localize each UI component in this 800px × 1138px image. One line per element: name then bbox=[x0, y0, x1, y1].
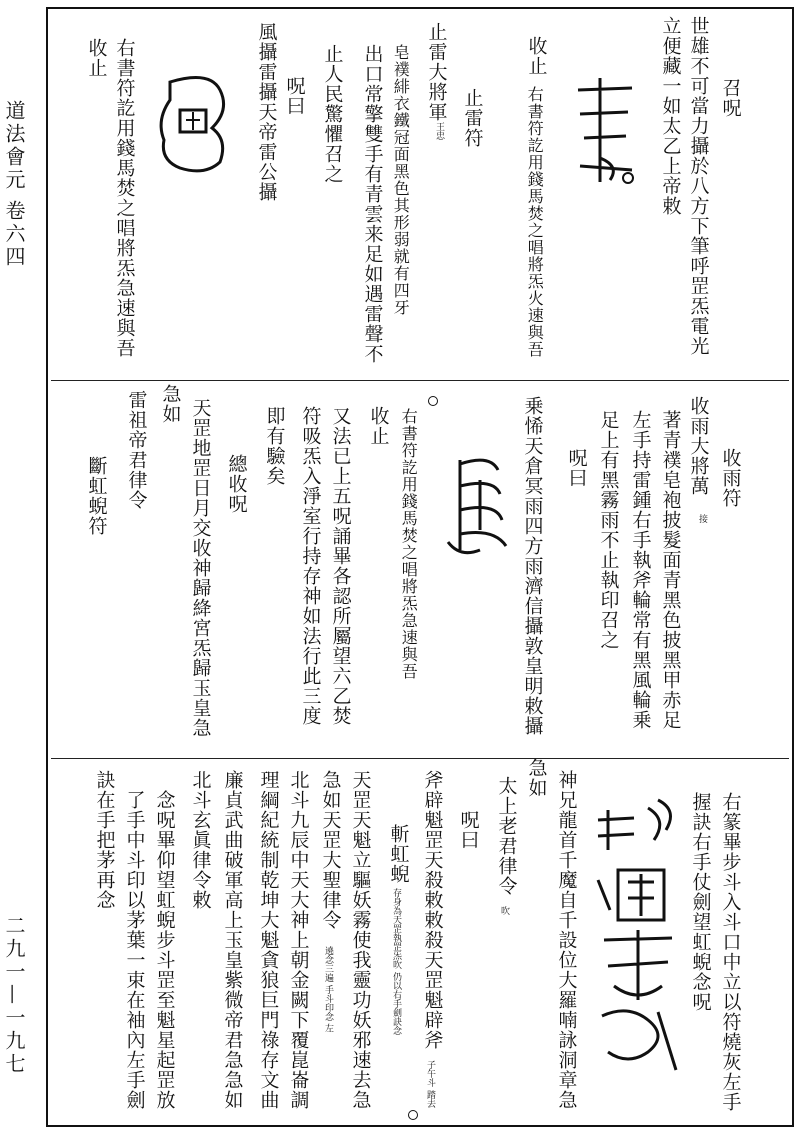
text-column: 右書符訖用錢馬焚之唱將炁急速與吾 bbox=[113, 38, 136, 358]
text-column: 太上老君律令 bbox=[495, 776, 518, 896]
text-column: 收止 bbox=[525, 36, 548, 76]
text-column: 止雷大將軍 bbox=[425, 22, 448, 122]
text-column: 又法已上五呪誦畢各認所屬望六乙焚 bbox=[329, 406, 352, 726]
book-title: 道法會元 bbox=[2, 100, 26, 192]
text-note: 王忠 bbox=[434, 122, 444, 140]
text-column: 呪曰 bbox=[565, 448, 588, 488]
text-column: 急如 bbox=[525, 758, 548, 798]
text-column: 斬虹蜺 bbox=[387, 824, 410, 884]
text-column: 止雷符 bbox=[461, 88, 484, 148]
text-column: 北斗九辰中天大神上朝金闕下覆崑崙調 bbox=[287, 770, 310, 1110]
section-divider bbox=[51, 758, 789, 759]
section-divider bbox=[51, 380, 789, 381]
text-column: 乗悕天倉冥雨四方雨濟信攝敦皇明敕攝 bbox=[521, 396, 544, 736]
talisman-glyph-2 bbox=[150, 70, 240, 180]
text-column: 即有驗矣 bbox=[263, 406, 286, 486]
text-column: 符吸炁入淨室行持存神如法行此三度 bbox=[299, 406, 322, 726]
text-column: 右書符訖用錢馬焚之唱將炁急速與吾 bbox=[399, 408, 419, 680]
text-column: 斷虹蜺符 bbox=[85, 456, 108, 536]
text-column: 收雨符 bbox=[719, 448, 742, 508]
text-column: 神兄龍首千魔自千設位大羅喃詠洞章急 bbox=[555, 770, 578, 1110]
text-column: 出口常擎雙手有青雲来足如遇雷聲不 bbox=[361, 44, 384, 364]
text-column: 理綱紀統制乾坤大魁貪狼巨門祿存文曲 bbox=[257, 770, 280, 1110]
text-column: 天罡天魁立驅妖霧使我靈功妖邪速去急 bbox=[349, 770, 372, 1110]
punctuation-circle bbox=[408, 1110, 418, 1120]
text-column: 訣在手把茅再念 bbox=[93, 770, 116, 910]
text-column: 總收呪 bbox=[225, 454, 248, 514]
text-column: 天罡地罡日月交收神歸絳宮炁歸玉皇急 bbox=[189, 398, 212, 738]
text-column: 著青襆皂袍披髮面青黑色披黑甲赤足 bbox=[659, 410, 682, 730]
text-column: 收雨大將萬 bbox=[687, 396, 710, 496]
text-column: 北斗玄眞律令敕 bbox=[189, 770, 212, 910]
text-column: 立便藏一如太乙上帝敕 bbox=[659, 16, 682, 216]
text-column: 止人民驚懼召之 bbox=[321, 44, 344, 184]
text-column: 急如天罡大聖律令 bbox=[319, 770, 342, 930]
text-column: 右書符訖用錢馬焚之唱將炁火速與吾 bbox=[525, 86, 545, 358]
text-column: 收止 bbox=[85, 38, 108, 78]
text-column: 召呪 bbox=[719, 78, 742, 118]
text-note: 遶念三遍 手斗印念 左 bbox=[323, 946, 333, 1033]
volume-label: 卷六四 bbox=[2, 200, 26, 269]
text-column: 急如 bbox=[159, 384, 182, 424]
text-note: 接 bbox=[697, 514, 707, 523]
text-column: 皂襆緋衣鐵冠面黑色其形弱就有四牙 bbox=[391, 44, 411, 316]
page-number: 二九一—一九七 bbox=[2, 915, 26, 1076]
text-column: 握訣右手仗劍望虹蜺念呪 bbox=[689, 792, 712, 1012]
text-note: 存身為天罡執罡炁吹 仍以右手劍訣念 bbox=[391, 888, 401, 1035]
text-column: 雷祖帝君律令 bbox=[125, 390, 148, 510]
talisman-glyph-1 bbox=[570, 70, 640, 190]
text-column: 右篆畢步斗入斗口中立以符燒灰左手 bbox=[719, 792, 742, 1112]
text-column: 足上有黑霧雨不止執印召之 bbox=[597, 410, 620, 650]
text-column: 風攝雷攝天帝雷公攝 bbox=[255, 22, 278, 202]
text-column: 世雄不可當力攝於八方下筆呼罡炁電光 bbox=[687, 16, 710, 356]
punctuation-circle bbox=[428, 396, 438, 406]
text-note: 吹 bbox=[499, 906, 509, 915]
text-column: 呪曰 bbox=[283, 76, 306, 116]
text-column: 廉貞武曲破軍高上玉皇紫微帝君急急如 bbox=[221, 770, 244, 1110]
text-note: 子午斗 踏去 bbox=[425, 1060, 435, 1108]
text-column: 了手中斗印以茅葉一束在袖內左手劍 bbox=[123, 790, 146, 1110]
text-column: 念呪畢仰望虹蜺步斗罡至魁星起罡放 bbox=[153, 790, 176, 1110]
talisman-glyph-3 bbox=[440, 450, 520, 560]
text-column: 收止 bbox=[367, 406, 390, 446]
text-column: 呪曰 bbox=[457, 810, 480, 850]
text-column: 左手持雷鍾右手執斧輪常有黑風輪乗 bbox=[629, 410, 652, 730]
text-column: 斧辟魁罡天殺敕敕殺天罡魁辟斧 bbox=[421, 770, 444, 1050]
seal-script-glyphs bbox=[588, 790, 688, 1080]
